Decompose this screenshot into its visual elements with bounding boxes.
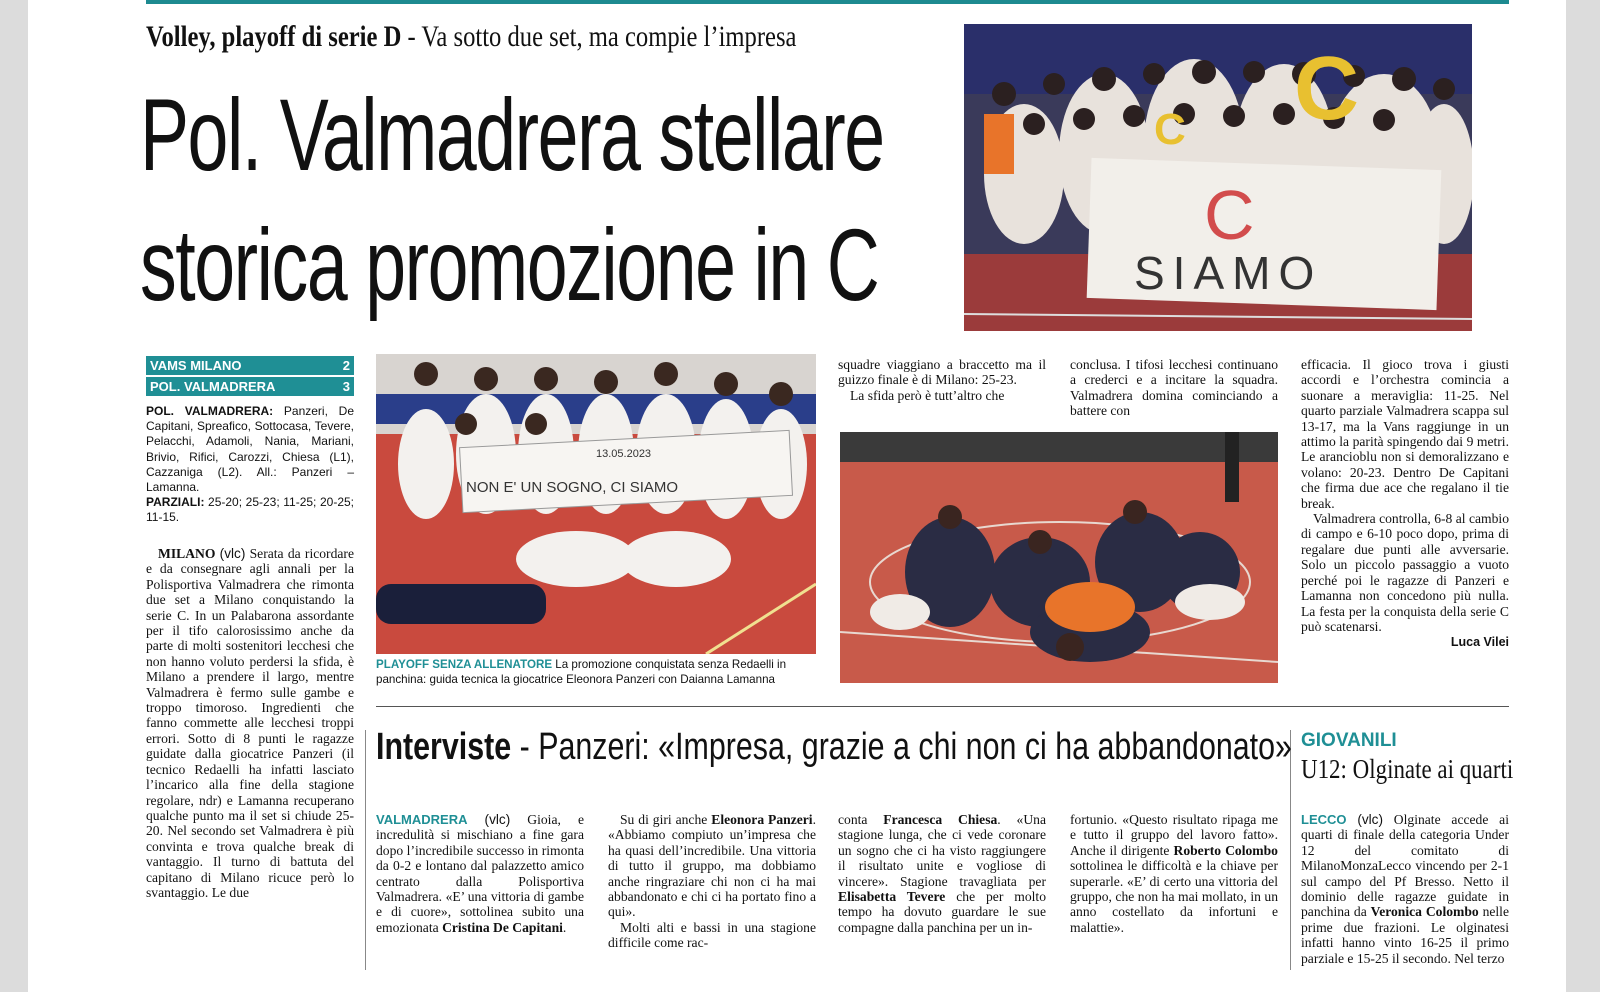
banner-siamo-text: SIAMO [1134,247,1323,299]
caption-text: La promozione conquistata senza Redaelli in panchina: guida tecnica la giocatrice Eleonora Panzeri con Daianna Lamanna [376,658,787,686]
giovanili-title: U12: Olginate ai quarti [1301,754,1514,784]
kicker-dash: - [401,20,422,53]
article-kicker [146,20,796,54]
svg-text:C: C [1154,105,1186,154]
interviews-label: Interviste [376,726,512,768]
partials-label: PARZIALI: [146,495,205,510]
giovanili-tag: GIOVANILI [1301,730,1397,751]
score-row-home: VAMS MILANO 2 [146,356,354,375]
caption-tag: PLAYOFF SENZA ALLENATORE [376,658,553,671]
article-column-1: MILANO (vlc) Serata da ricordare e da consegnare agli annali per la Polisportiva Valmadrera che rimonta due set a Milano conquistando la serie C. In un Palabarona assordante per il tifo calorosissimo anche da parte di molti sostenitori lecchesi che non hanno voluto perdersi la sfida, è Milano a prendere il largo, mentre Valmadrera è fermo sulle gambe e troppo timoroso. Ingredienti che fanno commette alle lecchesi troppi errori. Sotto di 8 punti le ragazze guidate dalla giocatrice Panzeri (il tecnico Redaelli ha infatti lasciato l’incarico alla fine della stagione regolare, ndr) e Lamanna recuperano qualche punto ma il set si chiude 25-20. Nel secondo set Valmadrera è più convinta e trova qualche break di vantaggio. Il turno di battuta del capitano di Milano ricuce però lo svantaggio. Le due [146,546,354,900]
interview-column-3: conta Francesca Chiesa. «Una stagione lunga, che ci vede coronare un sogno che ci ha visto raggiungere il risultato unite e vogliose di vincere». Stagione travagliata per Elisabetta Tevere che per molto tempo ha dovuto guardare le sue compagne dalla panchina per un in- [838,812,1046,935]
article-column-4: efficacia. Il gioco trova i giusti accordi e l’orchestra comincia a suonare a meraviglia: 11-25. Nel quarto parziale Valmadrera scappa sul 13-17, ma la Vans raggiunge in un attimo la parità spingendo dai 9 metri. Le arancioblu non si demoralizzano e volano: 20-23. Dentro De Capitani che firma due ace che regalano il tie break. Valmadrera controlla, 6-8 al cambio di campo e 6-10 poco dopo, prima di regalare due punti alle avversarie. Solo un piccolo passaggio a vuoto perché poi le ragazze di Panzeri e Lamanna non concedono più nulla. La festa per la conquista della serie C può scatenarsi. Luca Vilei [1301,357,1509,650]
interview-column-1: VALMADRERA (vlc) Gioia, e incredulità si mischiano a fine gara dopo l’incredibile successo in rimonta da 0-2 e lontano dal palazzetto amico centrato dalla Polisportiva Valmadrera. «E’ una vittoria di gambe e di cuore», sottolinea subito una emozionata Cristina De Capitani. [376,812,584,935]
headline-line-2: storica promozione in C [140,208,879,322]
interview-column-2: Su di giri anche Eleonora Panzeri. «Abbiamo compiuto un’impresa che ha quasi dell’incredibile. Una vittoria di tutto il gruppo, ma dobbiamo anche ringraziare chi non ci ha mai abbandonato e chi ci ha portato fino a qui». Molti alti e bassi in una stagione difficile come rac- [608,812,816,951]
photo-caption [376,657,816,687]
partials-text: 25-20; 25-23; 11-25; 20-25; 11-15. [146,495,354,525]
banner-c-letter: C [1204,176,1255,254]
interview-dateline: VALMADRERA [376,812,468,827]
svg-text:C: C [1294,39,1359,139]
interviews-title: Panzeri: «Impresa, grazie a chi non ci ha abbandonato» [538,726,1292,768]
top-accent-bar [146,0,1509,4]
article-signature: Luca Vilei [1450,635,1509,650]
lineup-box [146,404,354,526]
kicker-subtitle: Va sotto due set, ma compie l’impresa [421,20,797,53]
banner-date: 13.05.2023 [596,448,652,460]
lineup-text: Panzeri, De Capitani, Spreafico, Sottocasa, Tevere, Pelacchi, Adamoli, Nania, Mariani, Brivio, Rifici, Carozzi, Chiesa (L1), Cazzaniga (L2). All.: Panzeri – Lamanna. [146,404,354,495]
article-column-2: squadre viaggiano a braccetto ma il guizzo finale è di Milano: 25-23. La sfida però è tutt’altro che [838,357,1046,403]
interview-column-4: fortunio. «Questo risultato ripaga me e tutto il gruppo del lavoro fatto». Anche il dirigente Roberto Colombo sottolinea le difficoltà e la chiave per superarle. «E’ di certo una vittoria del gruppo, che non ha mai mollato, in un anno costellato da infortuni e malattie». [1070,812,1278,935]
giovanili-dateline: LECCO [1301,812,1347,827]
interviews-headline: Interviste - Panzeri: «Impresa, grazie a chi non ci ha abbandonato» [376,726,1292,768]
score-box [146,356,354,398]
headline-line-1: Pol. Valmadrera stellare [140,78,884,192]
lineup-label: POL. VALMADRERA: [146,404,274,418]
article-dateline: MILANO [158,546,216,561]
giovanili-column: LECCO (vlc) Olginate accede ai quarti di finale della categoria Under 12 del comitato di MilanoMonzaLecco vincendo per 2-1 sul campo del Pf Bresso. Netto il dominio delle ragazze guidate in panchina da Veronica Colombo nelle prime due frazioni. Le olginatesi infatti hanno vinto 16-25 il primo parziale e 15-25 il secondo. Nel terzo [1301,812,1509,966]
column-divider-left [365,730,366,970]
team-celebration-photo [964,24,1472,331]
section-divider [376,706,1509,707]
banner-text: NON E' UN SOGNO, CI SIAMO [466,479,679,496]
newspaper-page [28,0,1566,992]
kicker-section: Volley, playoff di serie D [146,20,402,53]
players-celebration-photo [840,432,1278,683]
main-headline [140,70,884,330]
article-column-3: conclusa. I tifosi lecchesi continuano a crederci e a incitare la squadra. Valmadrera domina cominciando a battere con [1070,357,1278,419]
score-row-away: POL. VALMADRERA 3 [146,377,354,396]
team-group-photo [376,354,816,654]
